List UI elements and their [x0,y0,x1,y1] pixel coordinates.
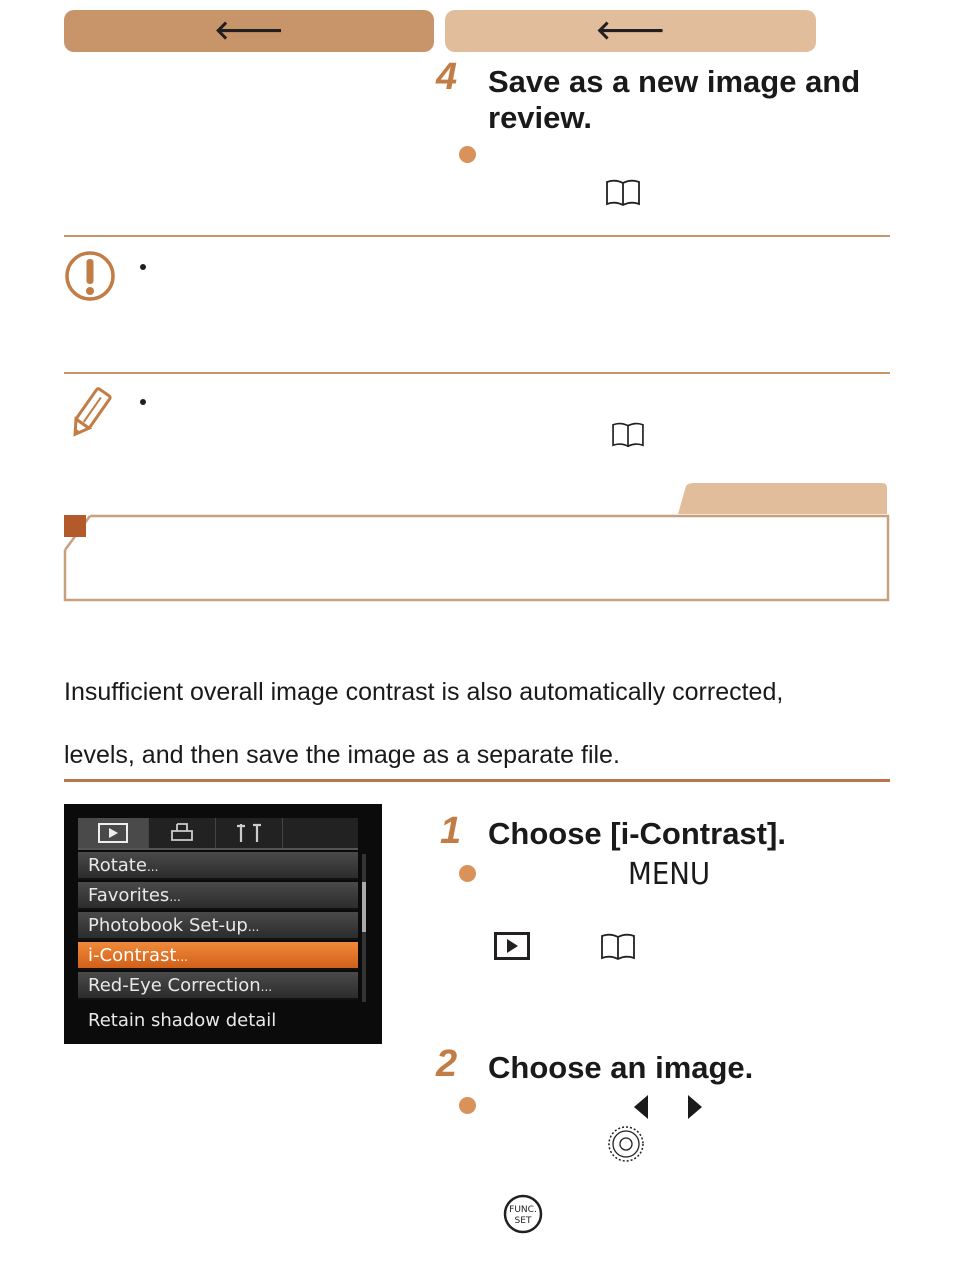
step-title: Save as a new image and review. [488,64,861,135]
tab-setup[interactable] [216,818,283,848]
step-number: 4 [436,56,458,98]
svg-text:SET: SET [514,1216,532,1226]
body-text-line: levels, and then save the image as a separate file. [64,741,620,769]
menu-item-i-contrast[interactable]: i-Contrast... [78,942,358,970]
divider [64,372,890,374]
menu-item-favorites[interactable]: Favorites... [78,882,358,910]
divider [64,235,890,237]
menu-footer-hint: Retain shadow detail [88,1010,277,1031]
menu-item-photobook[interactable]: Photobook Set-up... [78,912,358,940]
book-reference-icon[interactable] [600,932,636,962]
menu-item-rotate[interactable]: Rotate... [78,852,358,880]
arrow-left-icon: 🡐 [595,16,666,46]
arrow-left-icon: 🡐 [214,16,284,46]
pencil-icon [66,386,114,440]
book-reference-icon[interactable] [605,178,641,208]
left-arrow-button-icon [632,1093,650,1121]
playback-tab-icon [494,932,530,960]
func-set-button-icon [503,1194,543,1234]
bullet-icon [459,865,476,882]
menu-scrollbar-thumb [362,882,366,932]
tab-print[interactable] [149,818,216,848]
bullet-icon [140,264,146,270]
menu-button-label: MENU [628,857,711,892]
step-title: Choose [i-Contrast]. [488,816,786,851]
step-title: Choose an image. [488,1050,754,1085]
divider [64,779,890,782]
body-text-line: Insufficient overall image contrast is also automatically corrected, [64,678,784,706]
menu-item-red-eye[interactable]: Red-Eye Correction... [78,972,358,1000]
step-number: 1 [440,810,462,852]
camera-menu-screen [64,804,382,1044]
previous-page-button[interactable] [64,10,434,52]
tab-playback[interactable] [78,818,149,848]
right-arrow-button-icon [686,1093,704,1121]
back-button[interactable] [445,10,816,52]
control-dial-icon [606,1124,646,1164]
caution-icon [64,250,116,302]
step-number: 2 [436,1043,458,1085]
print-icon [169,822,195,844]
bullet-icon [140,399,146,405]
svg-text:FUNC.: FUNC. [509,1205,537,1215]
book-reference-icon[interactable] [611,421,645,449]
playback-icon [98,823,128,843]
setup-tools-icon [235,822,263,844]
bullet-icon [459,1097,476,1114]
section-header-box [60,480,894,606]
bullet-icon [459,146,476,163]
